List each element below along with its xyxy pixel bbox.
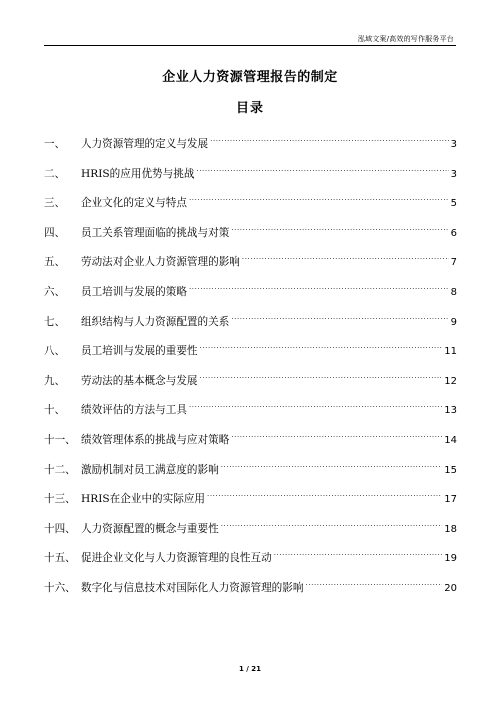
toc-entry-number: 十、 <box>44 404 66 417</box>
toc-entry-page: 17 <box>444 494 457 506</box>
toc-entry-number: 五、 <box>44 256 66 269</box>
page-header: 泓域文案/高效的写作服务平台 <box>357 35 454 43</box>
toc-entry-number: 四、 <box>44 226 66 239</box>
toc-entry-number: 六、 <box>44 285 66 298</box>
toc-entry-page: 11 <box>444 346 457 358</box>
toc-entry-page: 14 <box>444 434 457 446</box>
toc-entry-page: 13 <box>444 405 457 417</box>
toc-dot-leader <box>200 365 443 384</box>
toc-entry-title: 激励机制对员工满意度的影响 <box>81 463 219 476</box>
toc-entry-page: 3 <box>450 168 457 180</box>
toc-dot-leader <box>207 483 442 502</box>
toc-entry-title: 员工培训与发展的策略 <box>81 285 187 298</box>
toc-entry[interactable] <box>44 513 457 535</box>
toc-entry[interactable] <box>44 128 457 150</box>
toc-entry-page: 12 <box>444 375 457 387</box>
toc-entry[interactable] <box>44 158 457 180</box>
toc-entry-number: 二、 <box>44 167 66 180</box>
toc-dot-leader <box>210 128 449 147</box>
toc-entry[interactable] <box>44 483 457 506</box>
toc-entry-number: 三、 <box>44 197 66 210</box>
toc-dot-leader <box>200 335 443 354</box>
toc-entry-title: 员工培训与发展的重要性 <box>81 345 198 358</box>
toc-entry-title: 促进企业文化与人力资源管理的良性互动 <box>81 552 272 565</box>
page-number-footer: 1 / 21 <box>238 665 262 673</box>
toc-entry-page: 6 <box>450 227 457 239</box>
toc-entry-page: 5 <box>450 198 457 210</box>
toc-dot-leader <box>274 542 443 561</box>
toc-dot-leader <box>221 513 443 532</box>
toc-entry[interactable] <box>44 572 457 594</box>
toc-entry-number: 十四、 <box>44 522 76 535</box>
toc-entry-page: 8 <box>450 286 457 298</box>
toc-entry-page: 18 <box>444 523 457 535</box>
toc-entry-title: 组织结构与人力资源配置的关系 <box>81 315 230 328</box>
toc-dot-leader <box>305 572 442 591</box>
toc-entry[interactable] <box>44 424 457 446</box>
toc-entry-title: HRIS的应用优势与挑战 <box>81 167 195 180</box>
toc-entry-number: 十一、 <box>44 433 76 446</box>
toc-entry-number: 十三、 <box>44 493 76 506</box>
toc-entry[interactable] <box>44 365 457 387</box>
toc-entry-number: 九、 <box>44 374 66 387</box>
toc-dot-leader <box>231 306 448 325</box>
toc-entry[interactable] <box>44 306 457 328</box>
toc-entry-page: 19 <box>444 553 457 565</box>
toc-dot-leader <box>189 276 449 295</box>
header-divider <box>44 45 456 46</box>
toc-entry-page: 3 <box>450 139 457 150</box>
toc-entry[interactable] <box>44 276 457 298</box>
toc-entry-number: 十五、 <box>44 552 76 565</box>
toc-entry-number: 七、 <box>44 315 66 328</box>
toc-entry[interactable] <box>44 246 457 269</box>
document-title: 企业人力资源管理报告的制定 <box>162 70 338 85</box>
toc-entry-page: 9 <box>450 316 457 328</box>
toc-entry-number: 十六、 <box>44 581 76 594</box>
toc-entry-title: 绩效评估的方法与工具 <box>81 404 187 417</box>
toc-entry[interactable] <box>44 217 457 239</box>
toc-entry-title: 人力资源配置的概念与重要性 <box>81 522 219 535</box>
toc-entry-number: 八、 <box>44 345 66 358</box>
toc-entry-number: 一、 <box>44 138 66 150</box>
toc-dot-leader <box>242 246 449 265</box>
toc-heading: 目录 <box>235 101 264 116</box>
toc-entry-page: 15 <box>444 464 457 476</box>
toc-entry-page: 20 <box>444 582 457 594</box>
toc-dot-leader <box>221 454 443 473</box>
toc-entry[interactable] <box>44 454 457 476</box>
toc-entry[interactable] <box>44 542 457 565</box>
toc-entry-title: 劳动法的基本概念与发展 <box>81 374 198 387</box>
toc-dot-leader <box>189 187 449 206</box>
toc-dot-leader <box>189 394 442 413</box>
toc-dot-leader <box>231 217 448 236</box>
toc-entry-title: 企业文化的定义与特点 <box>81 197 187 210</box>
toc-entry-title: HRIS在企业中的实际应用 <box>81 493 205 506</box>
toc-dot-leader <box>196 158 448 177</box>
toc-entry[interactable] <box>44 335 457 358</box>
table-of-contents <box>44 128 457 602</box>
toc-entry[interactable] <box>44 394 457 417</box>
toc-entry-title: 人力资源管理的定义与发展 <box>81 138 209 150</box>
toc-entry-title: 劳动法对企业人力资源管理的影响 <box>81 256 240 269</box>
toc-entry-page: 7 <box>450 257 457 269</box>
toc-entry-title: 绩效管理体系的挑战与应对策略 <box>81 433 230 446</box>
toc-dot-leader <box>231 424 442 443</box>
toc-entry[interactable] <box>44 187 457 210</box>
toc-entry-title: 数字化与信息技术对国际化人力资源管理的影响 <box>81 581 304 594</box>
toc-entry-title: 员工关系管理面临的挑战与对策 <box>81 226 230 239</box>
toc-entry-number: 十二、 <box>44 463 76 476</box>
